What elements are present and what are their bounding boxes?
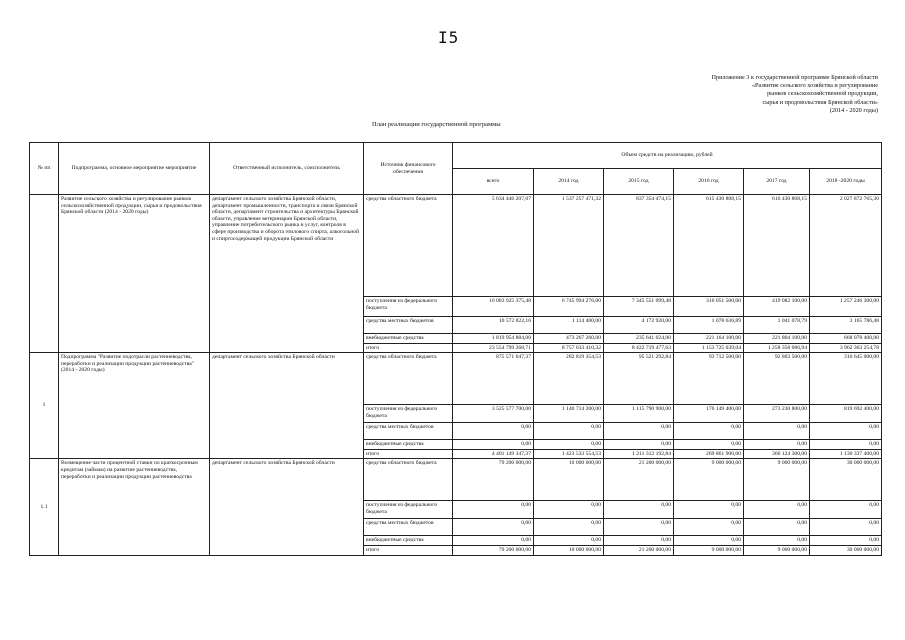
amount-cell: 0,00	[674, 501, 744, 519]
amount-cell: 875 571 647,37	[453, 353, 534, 405]
amount-cell: 0,00	[604, 501, 674, 519]
amount-cell: 30 000 000,00	[810, 545, 882, 555]
amount-cell: 92 803 500,00	[744, 353, 810, 405]
amount-cell: 1 423 533 554,53	[534, 449, 604, 459]
amount-cell: 1 258 358 086,94	[744, 343, 810, 353]
funding-source: итого	[364, 545, 453, 555]
amount-cell: 1 115 790 900,00	[604, 405, 674, 423]
amount-cell: 21 200 000,00	[604, 545, 674, 555]
amount-cell: 0,00	[604, 423, 674, 440]
amount-cell: 1 537 257 471,32	[534, 195, 604, 297]
amount-cell: 0,00	[604, 519, 674, 536]
amount-cell: 9 000 000,00	[744, 459, 810, 501]
amount-cell: 3 165 786,48	[810, 317, 882, 334]
table-row	[30, 195, 882, 297]
amount-cell: 3 525 577 700,00	[453, 405, 534, 423]
amount-cell: 837 354 474,15	[604, 195, 674, 297]
funding-source: поступления из федерального бюджета	[364, 297, 453, 317]
amount-cell: 616 430 808,15	[744, 195, 810, 297]
amount-cell: 0,00	[534, 536, 604, 546]
amount-cell: 221 164 100,00	[674, 334, 744, 344]
funding-source: внебюджетные средства	[364, 334, 453, 344]
amount-cell: 473 267 260,00	[534, 334, 604, 344]
amount-cell: 419 082 100,00	[744, 297, 810, 317]
appendix-line: (2014 - 2020 годы)	[829, 106, 878, 114]
amount-cell: 366 124 300,00	[744, 449, 810, 459]
header-year: 2018 -2020 годы	[810, 169, 882, 195]
amount-cell: 221 804 100,00	[744, 334, 810, 344]
funding-source: средства местных бюджетов	[364, 423, 453, 440]
row-number: 1	[30, 353, 59, 459]
amount-cell: 0,00	[744, 519, 810, 536]
amount-cell: 10 572 822,16	[453, 317, 534, 334]
amount-cell: 0,00	[744, 440, 810, 450]
amount-cell: 1 140 714 200,00	[534, 405, 604, 423]
amount-cell: 79 200 000,00	[453, 545, 534, 555]
amount-cell: 0,00	[810, 501, 882, 519]
amount-cell: 0,00	[744, 536, 810, 546]
header-year: 2017 год	[744, 169, 810, 195]
amount-cell: 1 819 954 884,00	[453, 334, 534, 344]
amount-cell: 0,00	[674, 519, 744, 536]
funding-source: средства местных бюджетов	[364, 317, 453, 334]
amount-cell: 310 645 000,00	[810, 353, 882, 405]
amount-cell: 0,00	[810, 423, 882, 440]
header-funds: Объем средств на реализацию, рублей	[453, 143, 882, 169]
header-source: Источник финансового обеспечения	[364, 143, 453, 195]
amount-cell: 0,00	[534, 519, 604, 536]
amount-cell: 0,00	[604, 440, 674, 450]
row-number	[30, 195, 59, 353]
amount-cell: 0,00	[810, 519, 882, 536]
amount-cell: 0,00	[453, 536, 534, 546]
executor: департамент сельского хозяйства Брянской области, департамент промышленности, транспорта и связи Брянской области, департамент строительства и архитектуры Брянской области, управление ветеринарии Брянской области, управление потребительского рынка и услуг, контроля в сфере производства и оборота этилового спирта, алкогольной и спиртосодержащей продукции Брянской области	[210, 195, 364, 353]
amount-cell: 0,00	[534, 423, 604, 440]
amount-cell: 668 078 400,00	[810, 334, 882, 344]
amount-cell: 0,00	[674, 536, 744, 546]
funding-source: итого	[364, 343, 453, 353]
funding-source: средства областного бюджета	[364, 353, 453, 405]
amount-cell: 0,00	[604, 536, 674, 546]
amount-cell: 8 422 719 477,63	[604, 343, 674, 353]
funding-source: поступления из федерального бюджета	[364, 405, 453, 423]
header-year: 2015 год	[604, 169, 674, 195]
amount-cell: 176 149 400,00	[674, 405, 744, 423]
amount-cell: 2 027 872 765,30	[810, 195, 882, 297]
amount-cell: 615 430 808,15	[674, 195, 744, 297]
amount-cell: 1 041 078,79	[744, 317, 810, 334]
funding-source: поступления из федерального бюджета	[364, 501, 453, 519]
program-name: Подпрограмма "Развитие подотрасли растениеводства, переработки и реализации продукции растениеводства" (2014 - 2020 годы)	[59, 353, 210, 459]
amount-cell: 10 000 000,00	[534, 545, 604, 555]
executor: департамент сельского хозяйства Брянской области	[210, 459, 364, 555]
amount-cell: 30 000 000,00	[810, 459, 882, 501]
amount-cell: 0,00	[810, 440, 882, 450]
header-year: всего	[453, 169, 534, 195]
appendix-line: Приложение 3 к государственной программе Брянской области	[711, 74, 878, 81]
amount-cell: 273 230 800,00	[744, 405, 810, 423]
amount-cell: 95 521 292,84	[604, 353, 674, 405]
amount-cell: 4 401 149 347,37	[453, 449, 534, 459]
amount-cell: 23 554 799 268,71	[453, 343, 534, 353]
amount-cell: 819 692 400,00	[810, 405, 882, 423]
funding-source: средства областного бюджета	[364, 459, 453, 501]
amount-cell: 79 200 000,00	[453, 459, 534, 501]
funding-source: итого	[364, 449, 453, 459]
funding-source: средства местных бюджетов	[364, 519, 453, 536]
header-year: 2014 год	[534, 169, 604, 195]
row-number: 1.1	[30, 459, 59, 555]
amount-cell: 0,00	[534, 440, 604, 450]
plan-body	[30, 195, 882, 556]
plan-table	[29, 142, 882, 556]
appendix-line: рынков сельскохозяйственной продукции,	[767, 90, 878, 98]
amount-cell: 0,00	[744, 501, 810, 519]
appendix-note	[618, 74, 878, 115]
funding-source: средства областного бюджета	[364, 195, 453, 297]
executor: департамент сельского хозяйства Брянской области	[210, 353, 364, 459]
funding-source: внебюджетные средства	[364, 440, 453, 450]
amount-cell: 235 641 024,00	[604, 334, 674, 344]
header-executor: Ответственный исполнитель, соисполнитель	[210, 143, 364, 195]
table-row	[30, 353, 882, 405]
amount-cell: 0,00	[744, 423, 810, 440]
amount-cell: 93 712 500,00	[674, 353, 744, 405]
program-name: Возмещение части процентной ставки по краткосрочным кредитам (займам) на развитие растениеводства, переработки и реализации продукции растениеводства	[59, 459, 210, 555]
amount-cell: 9 000 000,00	[674, 459, 744, 501]
amount-cell: 0,00	[453, 440, 534, 450]
amount-cell: 1 257 246 300,00	[810, 297, 882, 317]
header-program: Подпрограмма, основное мероприятие мероприятие	[59, 143, 210, 195]
amount-cell: 21 200 000,00	[604, 459, 674, 501]
amount-cell: 4 172 920,00	[604, 317, 674, 334]
header-year: 2016 год	[674, 169, 744, 195]
program-name: Развитие сельского хозяйства и регулирование рынков сельскохозяйственной продукции, сырья и продовольствия Брянской области (2014 - 2020 годы)	[59, 195, 210, 353]
appendix-line: «Развитие сельского хозяйства и регулирование	[751, 82, 878, 90]
amount-cell: 16 083 925 375,48	[453, 297, 534, 317]
amount-cell: 0,00	[453, 501, 534, 519]
amount-cell: 0,00	[674, 440, 744, 450]
amount-cell: 1 130 337 400,00	[810, 449, 882, 459]
amount-cell: 9 000 000,00	[674, 545, 744, 555]
amount-cell: 6 745 994 276,00	[534, 297, 604, 317]
amount-cell: 0,00	[453, 423, 534, 440]
page-number: I5	[438, 28, 460, 47]
amount-cell: 282 819 354,53	[534, 353, 604, 405]
amount-cell: 1 153 725 039,04	[674, 343, 744, 353]
header-num: № пп	[30, 143, 59, 195]
amount-cell: 10 000 000,00	[534, 459, 604, 501]
amount-cell: 9 000 000,00	[744, 545, 810, 555]
amount-cell: 0,00	[810, 536, 882, 546]
amount-cell: 5 634 446 207,07	[453, 195, 534, 297]
table-row	[30, 459, 882, 501]
amount-cell: 1 078 636,89	[674, 317, 744, 334]
amount-cell: 269 861 900,00	[674, 449, 744, 459]
amount-cell: 0,00	[453, 519, 534, 536]
amount-cell: 3 962 363 254,78	[810, 343, 882, 353]
amount-cell: 316 051 500,00	[674, 297, 744, 317]
plan-title: План реализации государственной программы	[372, 121, 501, 128]
amount-cell: 1 211 312 192,84	[604, 449, 674, 459]
amount-cell: 1 114 400,00	[534, 317, 604, 334]
amount-cell: 8 757 633 410,32	[534, 343, 604, 353]
funding-source: внебюджетные средства	[364, 536, 453, 546]
amount-cell: 0,00	[534, 501, 604, 519]
appendix-line: сырья и продовольствия Брянской области»	[762, 98, 878, 106]
amount-cell: 0,00	[674, 423, 744, 440]
amount-cell: 7 345 551 099,48	[604, 297, 674, 317]
